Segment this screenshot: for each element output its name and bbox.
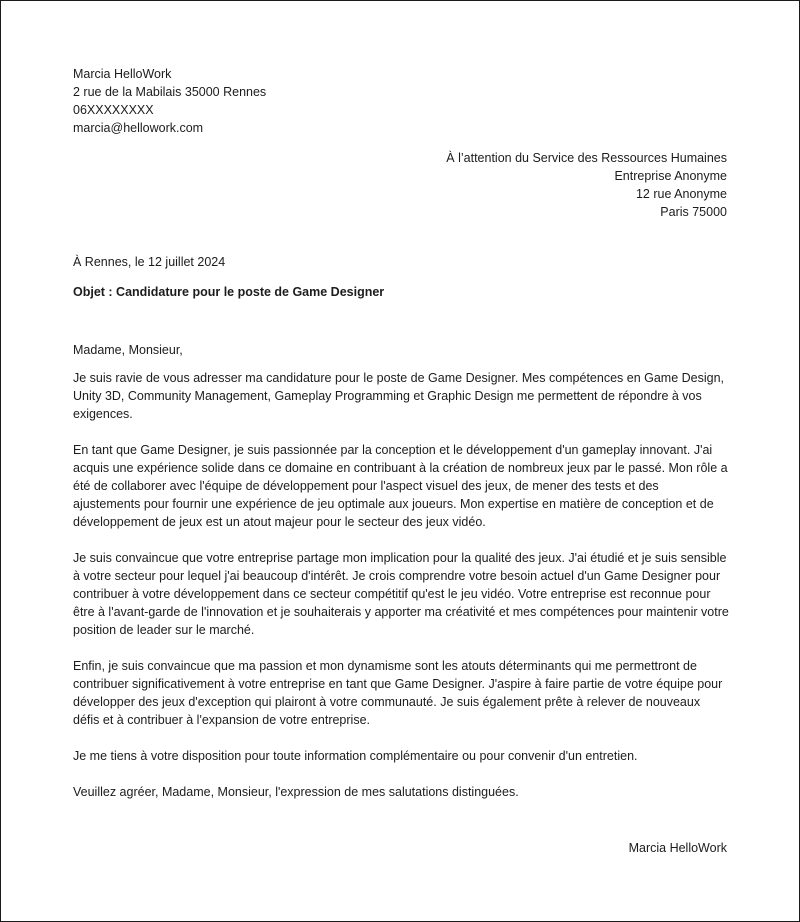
sender-phone: 06XXXXXXXX <box>73 103 154 117</box>
letter-body <box>73 341 729 819</box>
sender-name: Marcia HelloWork <box>73 67 172 81</box>
recipient-company: Entreprise Anonyme <box>614 169 727 183</box>
sender-block <box>73 65 473 137</box>
salutation: Madame, Monsieur, <box>73 343 183 357</box>
paragraph-conclusion: Enfin, je suis convaincue que ma passion et mon dynamisme sont les atouts déterminants qui me permettront de contribuer significativement à votre entreprise en tant que Game Designer. J'aspire à faire partie de votre équipe pour développer des jeux d'exception qui plairont à votre communauté. Je suis également prête à relever de nouveaux défis et à contribuer à l'expansion de votre entreprise. <box>73 659 723 727</box>
recipient-attention: À l’attention du Service des Ressources Humaines <box>446 151 727 165</box>
paragraph-intro: Je suis ravie de vous adresser ma candidature pour le poste de Game Designer. Mes compétences en Game Design, Unity 3D, Community Management, Gameplay Programming et Graphic Design me permettent de répondre à vos exigences. <box>73 371 725 421</box>
subject-line: Objet : Candidature pour le poste de Game Designer <box>73 285 385 299</box>
sender-address: 2 rue de la Mabilais 35000 Rennes <box>73 85 267 99</box>
recipient-city: Paris 75000 <box>660 205 727 219</box>
paragraph-experience: En tant que Game Designer, je suis passionnée par la conception et le développement d'un gameplay innovant. J'ai acquis une expérience solide dans ce domaine en contribuant à la création de nombreux jeux par le passé. Mon rôle a été de collaborer avec l'équipe de développement pour l'aspect visuel des jeux, de mener des tests et des ajustements pour fournir une expérience de jeu optimale aux joueurs. Mon expertise en matière de conception et de développement de jeux est un atout majeur pour le secteur des jeux vidéo. <box>73 443 728 529</box>
recipient-street: 12 rue Anonyme <box>635 187 727 201</box>
recipient-block <box>307 149 727 221</box>
paragraph-motivation: Je suis convaincue que votre entreprise partage mon implication pour la qualité des jeux. J'ai étudié et je suis sensible à votre secteur pour lequel j'ai beaucoup d'intérêt. Je crois comprendre votre besoin actuel d'un Game Designer pour contribuer à votre développement dans ce secteur compétitif qu'est le jeu vidéo. Votre entreprise est reconnue pour être à l'avant-garde de l'innovation et je souhaiterais y apporter ma créativité et mes compétences pour maintenir votre position de leader sur le marché. <box>73 551 729 637</box>
signature: Marcia HelloWork <box>628 841 727 855</box>
sender-email: marcia@hellowork.com <box>73 121 204 135</box>
paragraph-availability: Je me tiens à votre disposition pour toute information complémentaire ou pour convenir d'un entretien. <box>73 749 638 763</box>
date-line: À Rennes, le 12 juillet 2024 <box>73 255 226 269</box>
paragraph-closing: Veuillez agréer, Madame, Monsieur, l'expression de mes salutations distinguées. <box>73 785 519 799</box>
